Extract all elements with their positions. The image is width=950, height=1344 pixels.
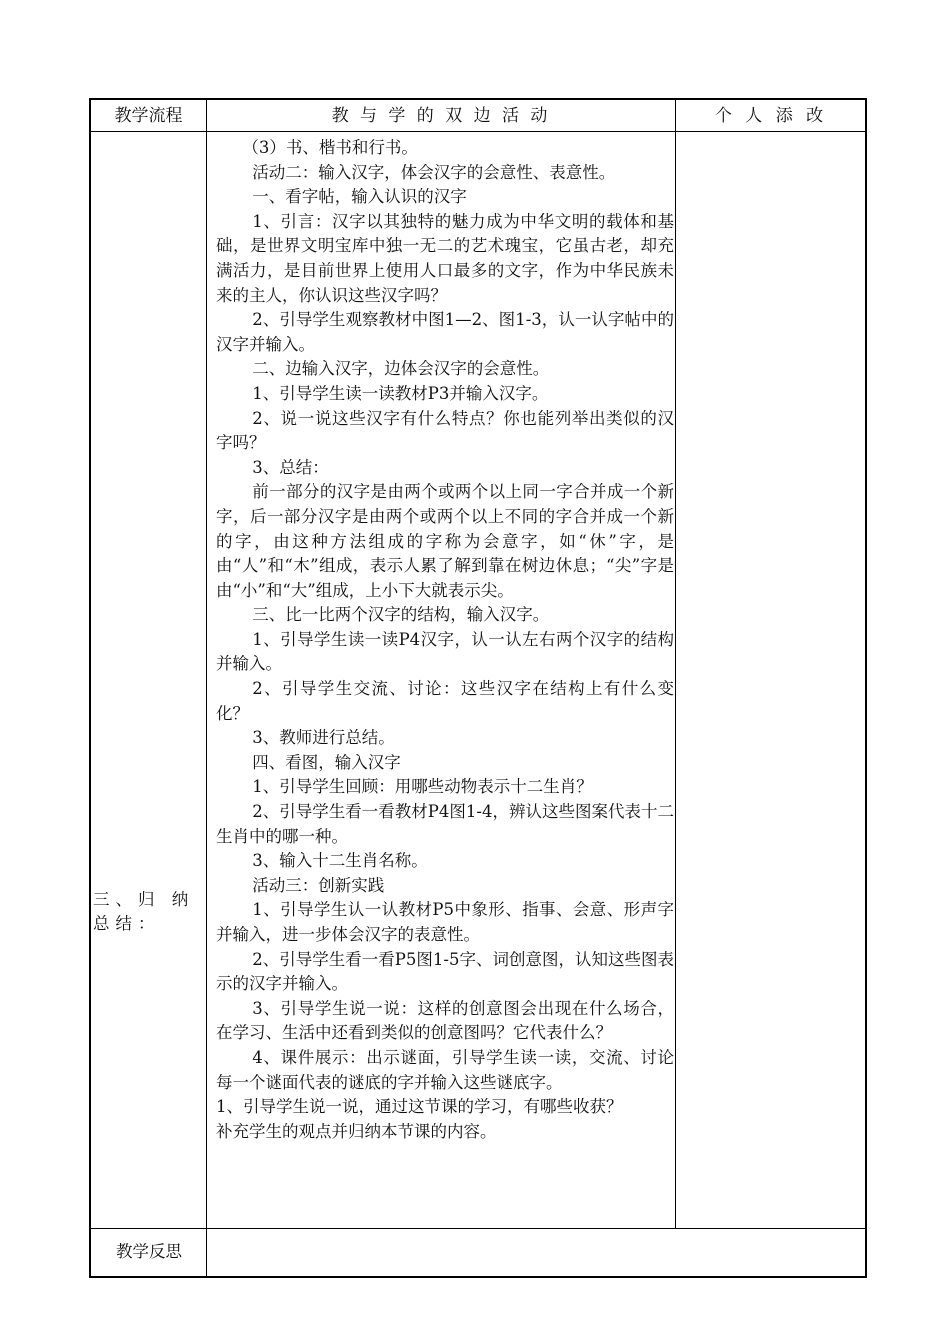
paragraph: 4、课件展示：出示谜面，引导学生读一读，交流、讨论每一个谜面代表的谜底的字并输入这些谜底字。: [216, 1047, 674, 1092]
paragraph: 二、边输入汉字，边体会汉字的会意性。: [252, 359, 550, 379]
paragraph: 2、说一说这些汉字有什么特点？你也能列举出类似的汉字吗？: [216, 408, 674, 453]
reflection-label: 教学反思: [116, 1242, 182, 1261]
header-teaching-process: 教学流程: [114, 106, 183, 126]
column-divider: [206, 100, 207, 1276]
paragraph: 2、引导学生看一看教材P4图1-4，辨认这些图案代表十二生肖中的哪一种。: [216, 802, 674, 846]
activities-content: [216, 136, 674, 1144]
paragraph: 1、引导学生读一读教材P3并输入汉字。: [252, 383, 549, 403]
header-personal-notes: 个 人 添 改: [714, 106, 828, 126]
lesson-plan-table: [89, 98, 867, 1278]
header-activities: 教 与 学 的 双 边 活 动: [331, 106, 551, 126]
paragraph: 3、教师进行总结。: [252, 728, 395, 748]
paragraph: 3、总结：: [252, 457, 329, 477]
stage-label: 三、归 纳 总结：: [93, 890, 195, 933]
paragraph: 3、输入十二生肖名称。: [252, 851, 428, 871]
paragraph: 活动三：创新实践: [252, 875, 385, 895]
paragraph: 1、引导学生回顾：用哪些动物表示十二生肖？: [252, 777, 593, 797]
paragraph: 2、引导学生看一看P5图1-5字、词创意图，认知这些图表示的汉字并输入。: [216, 949, 674, 994]
paragraph: 三、比一比两个汉字的结构，输入汉字。: [252, 605, 550, 625]
paragraph: 1、引导学生认一认教材P5中象形、指事、会意、形声字并输入，进一步体会汉字的表意性。: [216, 900, 674, 944]
paragraph: 前一部分的汉字是由两个或两个以上同一字合并成一个新字，后一部分汉字是由两个或两个以上不同的字合并成一个新的字，由这种方法组成的字称为会意字，如“休”字，是由“人”和“木”组成，表示人累了解到靠在树边休息；“尖”字是由“小”和“大”组成，上小下大就表示尖。: [216, 482, 674, 600]
paragraph: 2、引导学生交流、讨论：这些汉字在结构上有什么变化？: [216, 679, 674, 723]
paragraph: （3）书、楷书和行书。: [242, 138, 418, 157]
paragraph: 一、看字帖，输入认识的汉字: [252, 187, 467, 207]
paragraph: 3、引导学生说一说：这样的创意图会出现在什么场合，在学习、生活中还看到类似的创意图吗？它代表什么？: [216, 998, 674, 1043]
paragraph: 1、引言：汉字以其独特的魅力成为中华文明的载体和基础，是世界文明宝库中独一无二的艺术瑰宝，它虽古老，却充满活力，是目前世界上使用人口最多的文字，作为中华民族未来的主人，你认识这些汉字吗？: [216, 211, 674, 305]
row-divider: [91, 1228, 865, 1229]
paragraph: 1、引导学生读一读P4汉字，认一认左右两个汉字的结构并输入。: [216, 629, 674, 674]
paragraph: 2、引导学生观察教材中图1—2、图1-3，认一认字帖中的汉字并输入。: [216, 310, 674, 354]
column-divider: [675, 100, 676, 1228]
paragraph: 活动二：输入汉字，体会汉字的会意性、表意性。: [252, 162, 616, 182]
paragraph: 补充学生的观点并归纳本节课的内容。: [216, 1121, 497, 1141]
paragraph: 四、看图，输入汉字: [252, 752, 401, 772]
paragraph: 1、引导学生说一说，通过这节课的学习，有哪些收获？: [216, 1097, 623, 1117]
